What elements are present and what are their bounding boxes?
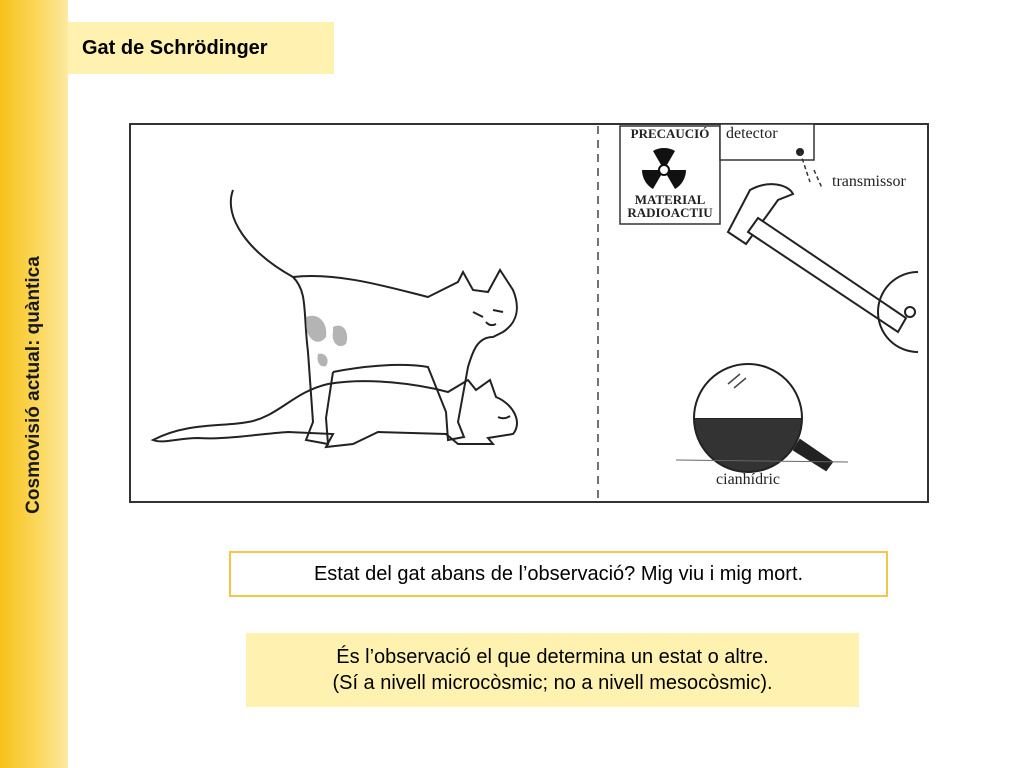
sign-top-text: PRECAUCIÓ xyxy=(630,126,710,141)
radioactive-warning-sign xyxy=(620,126,720,224)
flask-label: cianhídric xyxy=(716,471,780,488)
sidebar-band xyxy=(0,0,68,768)
answer-line-1: És l’observació el que determina un estat o altre. xyxy=(336,646,769,668)
radiation-icon xyxy=(642,148,686,192)
sign-bottom-text-2: RADIOACTIU xyxy=(627,205,713,220)
answer-line-2: (Sí a nivell microcòsmic; no a nivell mesocòsmic). xyxy=(332,672,773,694)
sidebar-title: Cosmovisió actual: quàntica xyxy=(23,256,44,514)
question-caption: Estat del gat abans de l’observació? Mig viu i mig mort. xyxy=(229,551,888,597)
transmitter-label: transmissor xyxy=(832,173,906,190)
sign-bottom-text-1: MATERIAL xyxy=(634,192,706,207)
detector-label: detector xyxy=(726,125,778,142)
schrodinger-cat-illustration xyxy=(128,122,930,504)
answer-caption xyxy=(246,633,859,707)
slide-title: Gat de Schrödinger xyxy=(68,22,334,74)
